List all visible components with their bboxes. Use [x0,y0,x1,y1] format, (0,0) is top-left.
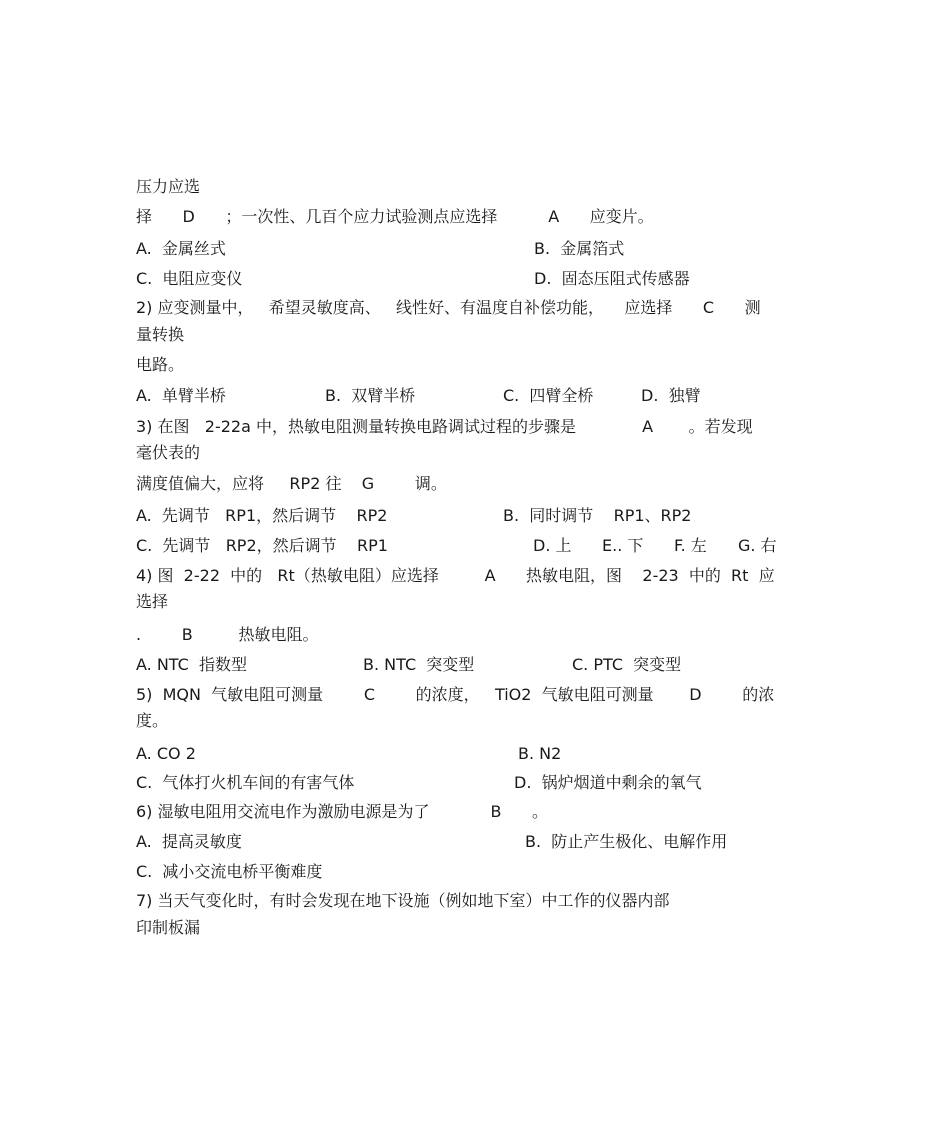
option-a: A. 先调节 RP1，然后调节 RP2 [136,506,388,525]
option-a: A. CO 2 [136,744,196,763]
text-line: 电路。 [136,355,185,374]
question-6: 6) 湿敏电阻用交流电作为激励电源是为了 B 。 [136,802,549,821]
option-a: A. 金属丝式 [136,239,226,258]
question-2: 2) 应变测量中， 希望灵敏度高、 线性好、有温度自补偿功能， 应选择 C 测 [136,298,761,317]
option-b: B. 同时调节 RP1、RP2 [503,506,692,525]
question-7: 7) 当天气变化时，有时会发现在地下设施（例如地下室）中工作的仪器内部 [136,891,670,910]
text-line: 度。 [136,711,169,730]
text-line: 印制板漏 [136,918,201,937]
option-g: G. 右 [738,536,777,555]
option-a: A. NTC 指数型 [136,655,247,674]
text-line: 压力应选 [136,177,201,196]
option-d: D. 固态压阻式传感器 [534,269,690,288]
text-line: 择 D ；一次性、几百个应力试验测点应选择 A 应变片。 [136,207,654,226]
option-f: F. 左 [674,536,707,555]
question-4: 4) 图 2-22 中的 Rt（热敏电阻）应选择 A 热敏电阻，图 2-23 中的 Rt 应 [136,566,775,585]
option-c: C. 四臂全桥 [503,386,594,405]
option-a: A. 单臂半桥 [136,386,226,405]
text-line: 满度值偏大，应将 RP2 往 G 调。 [136,474,447,493]
option-b: B. 防止产生极化、电解作用 [525,832,728,851]
question-5: 5) MQN 气敏电阻可测量 C 的浓度， TiO2 气敏电阻可测量 D 的浓 [136,685,775,704]
option-c: C. PTC 突变型 [572,655,682,674]
option-a: A. 提高灵敏度 [136,832,242,851]
option-b: B. 金属箔式 [534,239,625,258]
option-b: B. NTC 突变型 [363,655,475,674]
option-d: D. 锅炉烟道中剩余的氧气 [514,773,702,792]
option-c: C. 电阻应变仪 [136,269,243,288]
option-e: E.. 下 [602,536,644,555]
text-line: 毫伏表的 [136,443,201,462]
option-b: B. N2 [518,744,562,763]
option-b: B. 双臂半桥 [325,386,416,405]
question-3: 3) 在图 2-22a 中，热敏电阻测量转换电路调试过程的步骤是 A 。若发现 [136,417,753,436]
text-line: . B 热敏电阻。 [136,625,319,644]
option-c: C. 气体打火机车间的有害气体 [136,773,355,792]
option-d: D. 独臂 [641,386,701,405]
option-c: C. 先调节 RP2，然后调节 RP1 [136,536,388,555]
option-d: D. 上 [533,536,572,555]
text-line: 量转换 [136,325,185,344]
text-line: 选择 [136,592,169,611]
option-c: C. 减小交流电桥平衡难度 [136,862,323,881]
